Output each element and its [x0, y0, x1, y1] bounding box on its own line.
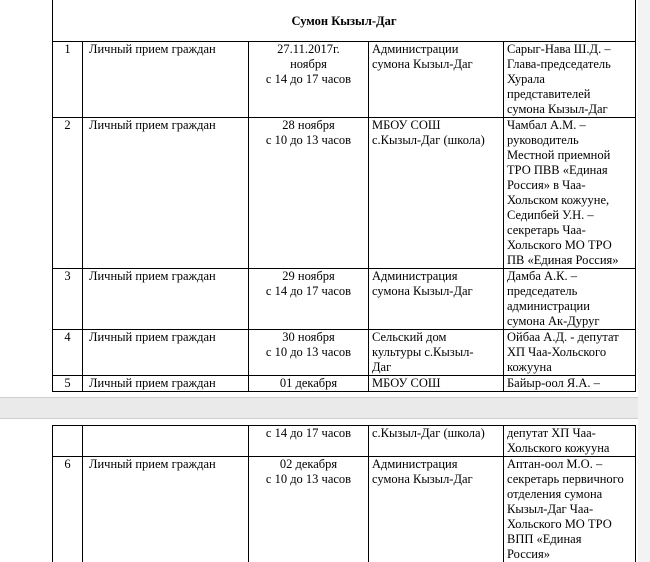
- responsible-person-line: Байыр-оол Я.А. –: [507, 376, 600, 390]
- event-place: [369, 457, 504, 562]
- event-date: [249, 269, 369, 330]
- event-place-line: сумона Кызыл-Даг: [372, 57, 473, 71]
- responsible-person-line: отделения сумона: [507, 487, 603, 501]
- event-date: [249, 376, 369, 392]
- table-row: [53, 376, 636, 392]
- table-row: [53, 457, 636, 562]
- responsible-person-line: сумона Кызыл-Даг: [507, 102, 608, 116]
- responsible-person-line: Хольского кожууна: [507, 441, 610, 455]
- event-date: [249, 42, 369, 118]
- event-date: [249, 426, 369, 457]
- event-date-line: с 14 до 17 часов: [265, 284, 352, 298]
- page-break: [0, 397, 650, 419]
- schedule-table-page-1: [52, 0, 636, 392]
- table-row-continued: [53, 426, 636, 457]
- responsible-person-line: председатель: [507, 284, 578, 298]
- row-number: 1: [53, 42, 83, 118]
- event-place-line: культуры с.Кызыл-: [372, 345, 474, 359]
- document-page-2: [0, 419, 650, 562]
- table-row: [53, 42, 636, 118]
- scrollbar-track[interactable]: [638, 0, 650, 562]
- responsible-person-line: Россия»: [507, 547, 550, 561]
- responsible-person-line: Глава-председатель: [507, 57, 611, 71]
- event-place: [369, 118, 504, 269]
- event-date-line: 30 ноября: [282, 330, 335, 344]
- event-date-line: с 10 до 13 часов: [265, 133, 352, 147]
- row-number: 4: [53, 330, 83, 376]
- event-date-line: с 14 до 17 часов: [265, 72, 352, 86]
- table-row: [53, 269, 636, 330]
- responsible-person-line: Местной приемной: [507, 148, 611, 162]
- schedule-table-page-2: [52, 425, 636, 562]
- event-date-line: 01 декабря: [279, 376, 338, 390]
- event-type: Личный прием граждан: [83, 269, 249, 330]
- responsible-person-line: Седипбей У.Н. –: [507, 208, 594, 222]
- event-date-line: с 14 до 17 часов: [265, 426, 352, 440]
- event-place: [369, 376, 504, 392]
- event-type: [83, 426, 249, 457]
- responsible-person-line: Россия» в Чаа-: [507, 178, 586, 192]
- responsible-person: [504, 269, 636, 330]
- responsible-person-line: руководитель: [507, 133, 579, 147]
- responsible-person-line: Аптан-оол М.О. –: [507, 457, 603, 471]
- event-place-line: с.Кызыл-Даг (школа): [372, 133, 485, 147]
- event-place: [369, 42, 504, 118]
- event-place: [369, 269, 504, 330]
- event-date: [249, 330, 369, 376]
- event-place-line: МБОУ СОШ: [372, 376, 441, 390]
- event-date-line: с 10 до 13 часов: [265, 345, 352, 359]
- responsible-person-line: депутат ХП Чаа-: [507, 426, 596, 440]
- responsible-person-line: Сарыг-Нава Ш.Д. –: [507, 42, 611, 56]
- event-date-line: 27.11.2017г.: [277, 42, 340, 56]
- responsible-person: [504, 330, 636, 376]
- table-row: [53, 330, 636, 376]
- responsible-person: [504, 426, 636, 457]
- responsible-person-line: ТРО ПВВ «Единая: [507, 163, 608, 177]
- row-number: 6: [53, 457, 83, 562]
- section-title: Сумон Кызыл-Даг: [53, 0, 636, 42]
- row-number: 2: [53, 118, 83, 269]
- responsible-person-line: ХП Чаа-Хольского: [507, 345, 607, 359]
- event-place-line: Администрации: [372, 42, 459, 56]
- responsible-person-line: Хольского МО ТРО: [507, 517, 612, 531]
- event-place: [369, 330, 504, 376]
- responsible-person: [504, 42, 636, 118]
- event-place-line: Администрация: [372, 457, 458, 471]
- responsible-person-line: кожууна: [507, 360, 552, 374]
- event-type: Личный прием граждан: [83, 330, 249, 376]
- responsible-person-line: ВПП «Единая: [507, 532, 582, 546]
- event-place-line: Администрация: [372, 269, 458, 283]
- row-number: 3: [53, 269, 83, 330]
- responsible-person-line: сумона Ак-Дуруг: [507, 314, 600, 328]
- event-date-line: с 10 до 13 часов: [265, 472, 352, 486]
- event-place-line: Даг: [372, 360, 392, 374]
- responsible-person-line: Дамба А.К. –: [507, 269, 578, 283]
- event-type: Личный прием граждан: [83, 376, 249, 392]
- responsible-person-line: представителей: [507, 87, 591, 101]
- row-number: [53, 426, 83, 457]
- event-place-line: сумона Кызыл-Даг: [372, 472, 473, 486]
- event-place-line: МБОУ СОШ: [372, 118, 441, 132]
- responsible-person-line: Кызыл-Даг Чаа-: [507, 502, 594, 516]
- event-date-line: 28 ноября: [282, 118, 335, 132]
- event-type: Личный прием граждан: [83, 118, 249, 269]
- event-place: [369, 426, 504, 457]
- event-date-line: 29 ноября: [282, 269, 335, 283]
- event-place-line: сумона Кызыл-Даг: [372, 284, 473, 298]
- event-place-line: с.Кызыл-Даг (школа): [372, 426, 485, 440]
- responsible-person: [504, 376, 636, 392]
- event-date: [249, 457, 369, 562]
- table-row: [53, 118, 636, 269]
- row-number: 5: [53, 376, 83, 392]
- event-date: [249, 118, 369, 269]
- responsible-person: [504, 457, 636, 562]
- section-title-row: [53, 0, 636, 42]
- responsible-person-line: Хольского МО ТРО: [507, 238, 612, 252]
- responsible-person-line: секретарь первичного: [507, 472, 624, 486]
- responsible-person-line: Хольском кожууне,: [507, 193, 610, 207]
- responsible-person-line: администрации: [507, 299, 590, 313]
- responsible-person-line: Ойбаа А.Д. - депутат: [507, 330, 619, 344]
- event-date-line: 02 декабря: [279, 457, 338, 471]
- event-date-line: ноября: [290, 57, 327, 71]
- event-type: Личный прием граждан: [83, 42, 249, 118]
- event-place-line: Сельский дом: [372, 330, 447, 344]
- event-type: Личный прием граждан: [83, 457, 249, 562]
- responsible-person: [504, 118, 636, 269]
- responsible-person-line: ПВ «Единая Россия»: [507, 253, 619, 267]
- responsible-person-line: Хурала: [507, 72, 545, 86]
- responsible-person-line: секретарь Чаа-: [507, 223, 586, 237]
- responsible-person-line: Чамбал А.М. –: [507, 118, 586, 132]
